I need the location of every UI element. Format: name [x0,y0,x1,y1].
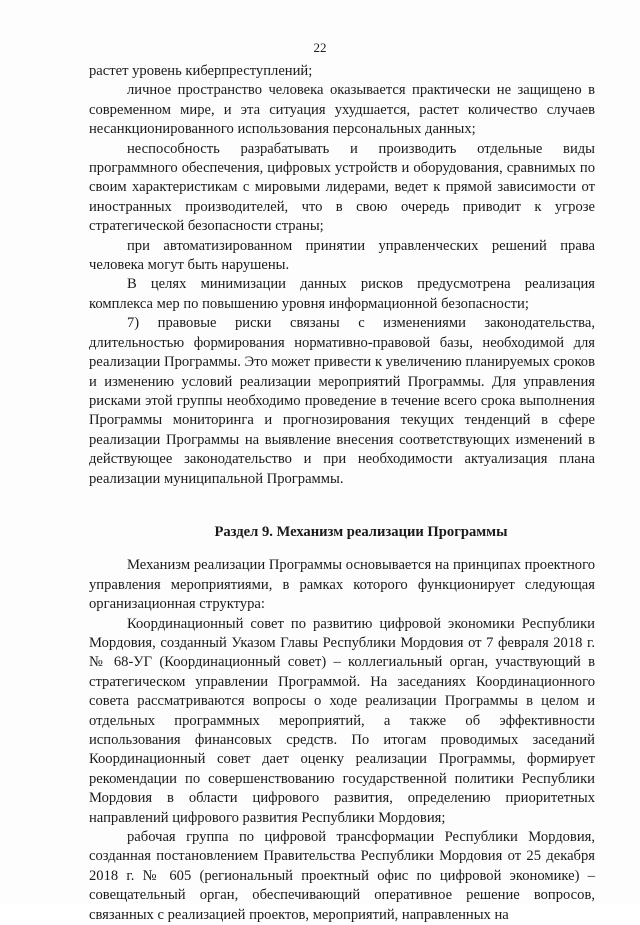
page-number: 22 [313,40,327,55]
paragraph: при автоматизированном принятии управленческих решений права человека могут быть нарушены. [89,237,595,274]
paragraph: В целях минимизации данных рисков предусмотрена реализация комплекса мер по повышению уровня информационной безопасности; [89,276,595,312]
section-heading: Раздел 9. Механизм реализации Программы [214,523,508,540]
paragraph: неспособность разрабатывать и производить отдельные виды программного обеспечения, цифровых устройств и оборудования, сравнимых по своим характеристикам с мировыми лидерами, ведет к прямой зависимости от иностранных производителей, что в свою очередь приводит к угрозе стратегической безопасности страны; [89,140,595,235]
spacer [89,489,595,523]
paragraph: Координационный совет по развитию цифровой экономики Республики Мордовия, созданный Указом Главы Республики Мордовия от 7 февраля 2018 г. № 68-УГ (Координационный совет) – коллегиальный орган, участвующий в стратегическом управлении Программой. На заседаниях Координационного совета рассматриваются вопросы о ходе реализации Программы в целом и отдельных программных мероприятий, а также об эффективности использования финансовых средств. По итогам проводимых заседаний Координационный совет дает оценку реализации Программы, формирует рекомендации по совершенствованию государственной политики Республики Мордовия в области цифрового развития, определению приоритетных направлений цифрового развития Республики Мордовия; [89,615,595,826]
document-body [89,62,595,925]
paragraphs-before-section [89,62,595,489]
paragraphs-after-section [89,556,595,925]
spacer [89,542,595,556]
paragraph: рабочая группа по цифровой трансформации Республики Мордовия, созданная постановлением Правительства Республики Мордовия от 25 декабря 2018 г. № 605 (региональный проектный офис по цифровой экономике) – совещательный орган, обеспечивающий оперативное решение вопросов, связанных с реализацией проектов, мероприятий, направленных на [89,829,595,923]
paragraph: 7) правовые риски связаны с изменениями законодательства, длительностью формирования нормативно-правовой базы, необходимой для реализации Программы. Это может привести к увеличению планируемых сроков и изменению условий реализации мероприятий Программы. Для управления рисками этой группы необходимо проведение в течение всего срока выполнения Программы мониторинга и прогнозирования текущих тенденций в сфере реализации Программы на выявление внесения соответствующих изменений в действующее законодательство и при необходимости актуализация плана реализации муниципальной Программы. [89,315,595,487]
paragraph: растет уровень киберпреступлений; [89,63,313,79]
paragraph: Механизм реализации Программы основывается на принципах проектного управления мероприятиями, в рамках которого функционирует следующая организационная структура: [89,557,595,613]
paragraph: личное пространство человека оказывается практически не защищено в современном мире, и эта ситуация ухудшается, растет количество случаев несанкционированного использования персональных данных; [89,82,595,138]
